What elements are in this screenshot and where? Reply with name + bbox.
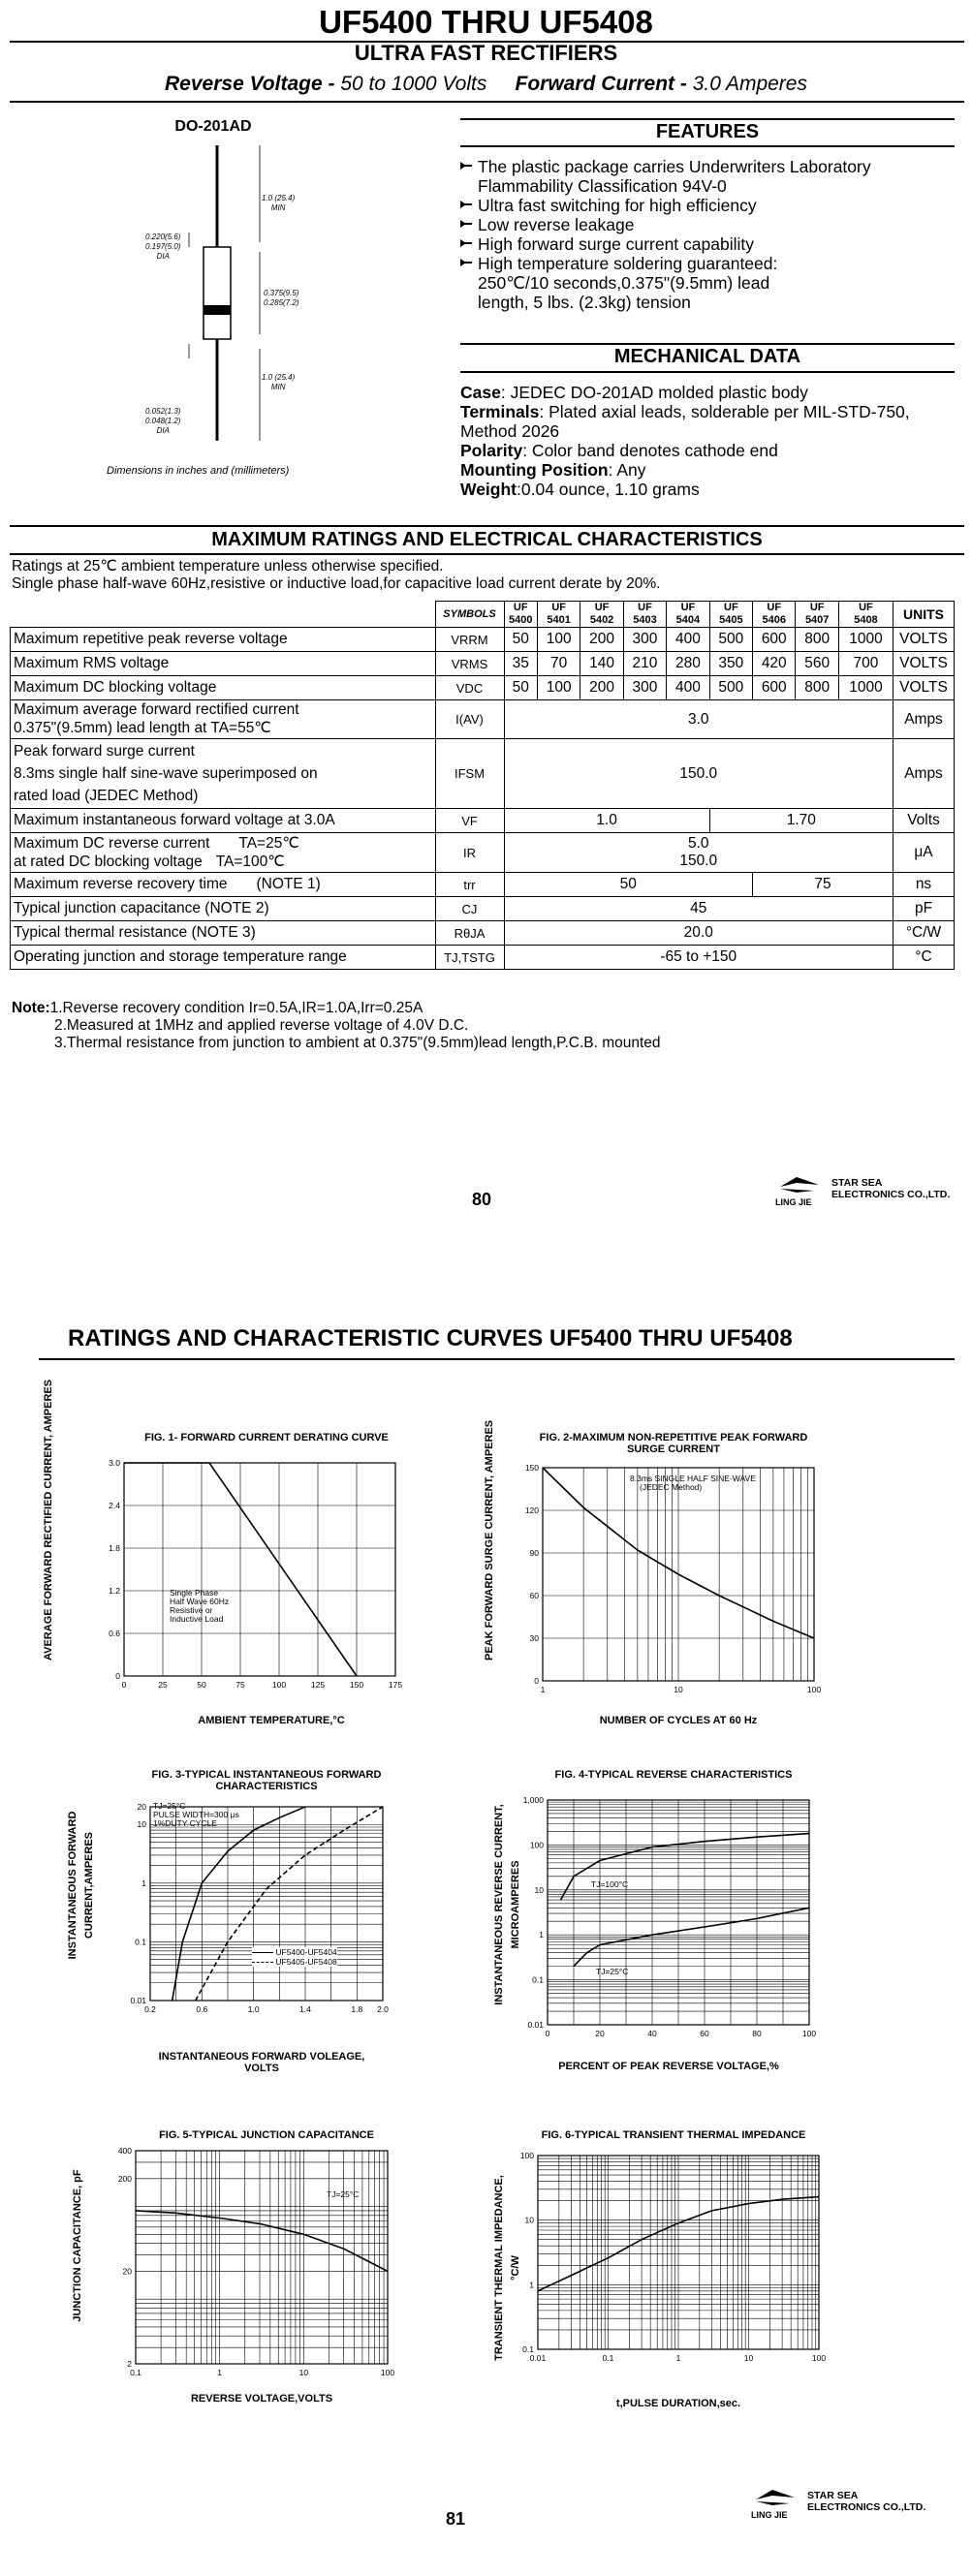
table-row [11, 700, 955, 739]
param-symbol: IR [435, 833, 504, 873]
mechanical-rule-bottom [460, 371, 955, 373]
x-tick-label: 10 [743, 2353, 754, 2363]
terminals-value: : Plated axial leads, solderable per MIL-STD-750, Method 2026 [460, 402, 910, 441]
x-tick-label: 40 [647, 2029, 657, 2038]
dim-lead-top [262, 194, 295, 213]
table-row [11, 921, 955, 946]
mechanical-data [460, 383, 964, 499]
x-tick-label: 80 [752, 2029, 762, 2038]
y-tick-label: 60 [529, 1591, 539, 1600]
table-cell: 100 [537, 676, 580, 700]
company-name: STAR SEA ELECTRONICS CO.,LTD. [807, 2490, 926, 2513]
table-row [11, 946, 955, 970]
features-rule-bottom [460, 145, 955, 147]
polarity-value: : Color band denotes cathode end [522, 441, 778, 460]
table-cell: 1.0 [504, 809, 709, 833]
x-tick-label: 0.1 [130, 2368, 141, 2377]
param-label: Maximum reverse recovery time (NOTE 1) [11, 873, 436, 897]
part-header: UF 5408 [838, 602, 893, 628]
mounting-line [460, 460, 964, 480]
dim-text: 0.052(1.3) [145, 407, 181, 416]
x-tick-label: 100 [801, 2029, 817, 2038]
dim-text: 0.197(5.0) [145, 242, 181, 251]
param-label: Maximum DC reverse current TA=25℃ at rated DC blocking voltage TA=100℃ [11, 833, 436, 873]
part-header: UF 5403 [623, 602, 666, 628]
table-row [11, 809, 955, 833]
case-line [460, 383, 964, 402]
fig3-ylabel2: CURRENT,AMPERES [83, 1832, 95, 1940]
param-unit: ns [894, 873, 955, 897]
mechanical-heading: MECHANICAL DATA [613, 346, 801, 367]
forward-current-value: 3.0 Amperes [692, 73, 807, 95]
param-label: Maximum average forward rectified current 0.375"(9.5mm) lead length at TA=55℃ [11, 700, 436, 739]
param-label: Maximum repetitive peak reverse voltage [11, 628, 436, 652]
param-label: Maximum DC blocking voltage [11, 676, 436, 700]
param-symbol: CJ [435, 897, 504, 921]
param-symbol: I(AV) [435, 700, 504, 739]
fig3-ylabel: INSTANTANEOUS FORWARD [67, 1811, 78, 1960]
y-tick-label: 30 [529, 1633, 539, 1643]
param-unit: μA [894, 833, 955, 873]
param-symbol: VRMS [435, 652, 504, 676]
x-tick-label: 20 [595, 2029, 605, 2038]
param-unit: VOLTS [894, 676, 955, 700]
y-tick-label: 0.01 [130, 1996, 146, 2005]
fig1-annotation: Single Phase Half Wave 60Hz Resistive or Inductive Load [170, 1588, 230, 1624]
fig5-title: FIG. 5-TYPICAL JUNCTION CAPACITANCE [159, 2129, 374, 2141]
table-cell: 300 [623, 676, 666, 700]
fig6-ylabel2: °C/W [510, 2255, 521, 2281]
ratings-intro [12, 558, 660, 593]
case-value: : JEDEC DO-201AD molded plastic body [500, 383, 808, 402]
terminals-label: Terminals [460, 402, 540, 421]
dim-text: 0.285(7.2) [264, 298, 299, 307]
note-item: 1.Reverse recovery condition Ir=0.5A,IR=1.0A,Irr=0.25A [49, 1000, 423, 1016]
table-row [11, 873, 955, 897]
table-row [11, 739, 955, 809]
table-cell: 200 [580, 628, 623, 652]
fig5-ylabel: JUNCTION CAPACITANCE, pF [72, 2169, 83, 2322]
dim-text: MIN [270, 383, 286, 391]
fig6-ylabel: TRANSIENT THERMAL IMPEDANCE, [493, 2175, 505, 2361]
table-cell: 5.0 150.0 [504, 833, 894, 873]
y-tick-label: 90 [529, 1548, 539, 1558]
feature-item: Low reverse leakage [460, 215, 964, 234]
fig3-chart [111, 1797, 402, 2022]
table-cell: 70 [537, 652, 580, 676]
y-tick-label: 1 [141, 1878, 146, 1888]
param-symbol: RθJA [435, 921, 504, 946]
table-cell: 20.0 [504, 921, 894, 946]
param-label: Maximum RMS voltage [11, 652, 436, 676]
polarity-line [460, 441, 964, 460]
x-tick-label: 100 [380, 2368, 395, 2377]
feature-item: High forward surge current capability [460, 234, 964, 254]
table-cell: 400 [667, 676, 709, 700]
x-tick-label: 50 [197, 1680, 206, 1690]
plot-frame [150, 1807, 383, 2001]
param-symbol: VRRM [435, 628, 504, 652]
y-tick-label: 100 [529, 1840, 544, 1850]
dimensions-caption: Dimensions in inches and (millimeters) [107, 465, 290, 477]
terminals-line [460, 402, 964, 441]
company-logo-icon [775, 1175, 824, 1195]
solder-detail: 250℃/10 seconds,0.375"(9.5mm) lead length, 5 lbs. (2.3kg) tension [478, 273, 770, 312]
y-tick-label: 20 [137, 1802, 146, 1812]
x-tick-label: 10 [298, 2368, 309, 2377]
param-label: Operating junction and storage temperature range [11, 946, 436, 970]
x-tick-label: 1 [217, 2368, 223, 2377]
fig3-annotation: TJ=25°C PULSE WIDTH=300 μs 1%DUTY CYCLE [153, 1801, 239, 1828]
param-unit: VOLTS [894, 628, 955, 652]
page-number: 81 [446, 2509, 466, 2529]
weight-value: :0.04 ounce, 1.10 grams [517, 480, 700, 499]
units-header: UNITS [894, 602, 955, 628]
y-tick-label: 1 [529, 2280, 534, 2290]
x-tick-label: 0.6 [196, 2004, 208, 2014]
x-tick-label: 75 [235, 1680, 245, 1690]
feature-item: High temperature soldering guaranteed: [460, 254, 964, 273]
table-row [11, 676, 955, 700]
table-header-row [11, 602, 955, 628]
part-header: UF 5401 [537, 602, 580, 628]
fig5-xlabel: REVERSE VOLTAGE,VOLTS [190, 2393, 333, 2405]
fig6-xlabel: t,PULSE DURATION,sec. [615, 2398, 741, 2409]
fig4-ylabel2: MICROAMPERES [510, 1860, 521, 1949]
x-tick-label: 100 [811, 2353, 827, 2363]
ratings-intro-line: Single phase half-wave 60Hz,resistive or inductive load,for capacitive load current derate by 20%. [12, 575, 661, 592]
dim-text: 0.220(5.6) [145, 233, 181, 241]
dim-text: MIN [270, 203, 286, 212]
x-tick-label: 1.4 [299, 2004, 311, 2014]
fig2-ylabel: PEAK FORWARD SURGE CURRENT, AMPERES [484, 1419, 495, 1660]
y-tick-label: 1,000 [522, 1795, 544, 1805]
y-tick-label: 100 [519, 2151, 534, 2160]
table-cell: 75 [753, 873, 894, 897]
y-tick-label: 150 [524, 1463, 539, 1473]
table-cell: 50 [504, 676, 537, 700]
fig1-chart [85, 1453, 420, 1707]
part-header: UF 5402 [580, 602, 623, 628]
company-logo [775, 1175, 951, 1207]
ratings-intro-line: Ratings at 25℃ ambient temperature unless otherwise specified. [12, 558, 444, 574]
param-unit: Amps [894, 739, 955, 809]
table-cell: 800 [796, 676, 838, 700]
ratings-heading: MAXIMUM RATINGS AND ELECTRICAL CHARACTERISTICS [211, 529, 763, 550]
fig5-annotation: TJ=25°C [327, 2189, 360, 2199]
table-cell: 210 [623, 652, 666, 676]
x-tick-label: 150 [349, 1680, 364, 1690]
table-row [11, 652, 955, 676]
note-item: 3.Thermal resistance from junction to ambient at 0.375"(9.5mm)lead length,P.C.B. mounted [54, 1035, 661, 1051]
plot-frame [124, 1463, 395, 1676]
table-cell: 150.0 [504, 739, 894, 809]
curves-rule [39, 1358, 955, 1360]
y-tick-label: 400 [117, 2146, 132, 2156]
dim-lead-bottom [262, 373, 295, 392]
table-cell: 280 [667, 652, 709, 676]
x-tick-label: 10 [674, 1685, 683, 1694]
reverse-voltage-value: 50 to 1000 Volts [340, 73, 487, 95]
weight-line [460, 480, 964, 499]
x-tick-label: 0.2 [144, 2004, 156, 2014]
param-symbol: VF [435, 809, 504, 833]
ratings-rule-bottom [10, 553, 964, 555]
table-cell: 700 [838, 652, 893, 676]
fig4-title: FIG. 4-TYPICAL REVERSE CHARACTERISTICS [554, 1769, 793, 1781]
fig3-title: FIG. 3-TYPICAL INSTANTANEOUS FORWARD CHARACTERISTICS [151, 1769, 382, 1792]
dim-body-length [264, 289, 298, 308]
param-unit: VOLTS [894, 652, 955, 676]
dim-text: 0.375(9.5) [264, 289, 299, 297]
fig6-chart [509, 2146, 838, 2378]
table-cell: 100 [537, 628, 580, 652]
x-tick-label: 25 [158, 1680, 168, 1690]
x-tick-label: 1.0 [247, 2004, 260, 2014]
feature-item: Ultra fast switching for high efficiency [460, 196, 964, 215]
y-tick-label: 0 [115, 1671, 120, 1681]
table-cell: 420 [753, 652, 796, 676]
feature-item: The plastic package carries Underwriters Laboratory Flammability Classification 94V-0 [460, 157, 964, 196]
table-cell: 350 [709, 652, 752, 676]
fig2-annotation: 8.3ms SINGLE HALF SINE-WAVE (JEDEC Method) [630, 1474, 756, 1492]
mounting-label: Mounting Position [460, 460, 609, 480]
page-number: 80 [472, 1190, 492, 1209]
dim-text: DIA [156, 252, 170, 261]
forward-current-label: Forward Current - [515, 73, 687, 95]
y-tick-label: 200 [117, 2173, 132, 2184]
x-tick-label: 0.01 [529, 2353, 547, 2363]
dim-lead-dia [145, 407, 180, 436]
table-cell: 1000 [838, 676, 893, 700]
table-cell: 45 [504, 897, 894, 921]
fig1-xlabel: AMBIENT TEMPERATURE,°C [198, 1715, 345, 1726]
fig2-chart [514, 1458, 833, 1705]
table-cell: 1.70 [709, 809, 893, 833]
part-header: UF 5400 [504, 602, 537, 628]
y-tick-label: 10 [137, 1819, 146, 1830]
table-row [11, 833, 955, 873]
param-unit: °C/W [894, 921, 955, 946]
fig1-title: FIG. 1- FORWARD CURRENT DERATING CURVE [144, 1432, 389, 1443]
fig4-xlabel: PERCENT OF PEAK REVERSE VOLTAGE,% [558, 2061, 779, 2072]
company-mark: LING JIE [751, 2510, 788, 2520]
y-tick-label: 0.6 [109, 1629, 120, 1638]
fig4-chart [509, 1790, 824, 2057]
table-cell: 400 [667, 628, 709, 652]
weight-label: Weight [460, 480, 517, 499]
rating-summary [0, 72, 972, 97]
fig2-xlabel: NUMBER OF CYCLES AT 60 Hz [599, 1715, 758, 1726]
dim-text: 1.0 (25.4) [262, 194, 296, 202]
ratings-table [10, 601, 955, 970]
table-cell: 50 [504, 628, 537, 652]
table-cell: 200 [580, 676, 623, 700]
header-blank [11, 602, 436, 628]
header-rule [10, 101, 964, 103]
table-cell: 50 [504, 873, 753, 897]
x-tick-label: 0 [545, 2029, 550, 2038]
param-unit: °C [894, 946, 955, 970]
param-symbol: VDC [435, 676, 504, 700]
y-tick-label: 1.2 [109, 1586, 120, 1596]
param-label: Maximum instantaneous forward voltage at 3.0A [11, 809, 436, 833]
table-cell: 500 [709, 628, 752, 652]
param-unit: pF [894, 897, 955, 921]
y-tick-label: 0.1 [135, 1937, 146, 1947]
table-cell: 600 [753, 628, 796, 652]
x-tick-label: 1.8 [351, 2004, 363, 2014]
fig3-legend: UF5400-UF5404 UF5405-UF5408 [252, 1947, 337, 1967]
mounting-value: : Any [608, 460, 646, 480]
series-line [196, 1807, 383, 2001]
note-item: 2.Measured at 1MHz and applied reverse voltage of 4.0V D.C. [54, 1017, 469, 1034]
company-name: STAR SEA ELECTRONICS CO.,LTD. [831, 1177, 951, 1200]
fig5-chart [107, 2141, 407, 2395]
part-header: UF 5404 [667, 602, 709, 628]
x-tick-label: 100 [806, 1685, 822, 1694]
symbols-header: SYMBOLS [435, 602, 504, 628]
fig6-title: FIG. 6-TYPICAL TRANSIENT THERMAL IMPEDANCE [541, 2129, 806, 2141]
company-logo [751, 2488, 926, 2520]
y-tick-label: 3.0 [109, 1458, 120, 1468]
table-row [11, 628, 955, 652]
table-cell: 1000 [838, 628, 893, 652]
y-tick-label: 0 [534, 1676, 539, 1686]
dim-body-dia [145, 233, 180, 262]
y-tick-label: 10 [524, 2215, 534, 2225]
y-tick-label: 0.1 [522, 2344, 534, 2354]
table-cell: 3.0 [504, 700, 894, 739]
company-mark: LING JIE [775, 1197, 812, 1207]
dim-text: 1.0 (25.4) [262, 373, 296, 382]
param-label: Typical thermal resistance (NOTE 3) [11, 921, 436, 946]
table-cell: 300 [623, 628, 666, 652]
notes-block [12, 1000, 661, 1052]
plot-frame [136, 2151, 388, 2364]
table-cell: 35 [504, 652, 537, 676]
company-logo-icon [751, 2488, 800, 2507]
table-cell: 800 [796, 628, 838, 652]
part-header: UF 5406 [753, 602, 796, 628]
x-tick-label: 125 [310, 1680, 326, 1690]
ratings-rule-top [10, 525, 964, 527]
x-tick-label: 175 [388, 1680, 403, 1690]
fig3-xlabel: INSTANTANEOUS FORWARD VOLEAGE, VOLTS [158, 2051, 365, 2074]
table-cell: 500 [709, 676, 752, 700]
table-row [11, 897, 955, 921]
param-unit: Volts [894, 809, 955, 833]
param-symbol: IFSM [435, 739, 504, 809]
fig4-annot-100: TJ=100°C [591, 1879, 629, 1889]
dim-text: DIA [156, 426, 170, 435]
package-name: DO-201AD [174, 118, 252, 135]
y-tick-label: 10 [534, 1884, 544, 1895]
fig2-title: FIG. 2-MAXIMUM NON-REPETITIVE PEAK FORWARD SURGE CURRENT [539, 1432, 808, 1455]
part-header: UF 5407 [796, 602, 838, 628]
case-label: Case [460, 383, 501, 402]
features-heading: FEATURES [655, 121, 760, 142]
dim-text: 0.048(1.2) [145, 417, 181, 425]
series-line [172, 1807, 305, 2001]
features-list [460, 157, 964, 312]
table-cell: 560 [796, 652, 838, 676]
fig4-annot-25: TJ=25°C [596, 1967, 629, 1976]
param-symbol: TJ,TSTG [435, 946, 504, 970]
fig1-ylabel: AVERAGE FORWARD RECTIFIED CURRENT, AMPERES [43, 1379, 54, 1660]
param-unit: Amps [894, 700, 955, 739]
param-label: Typical junction capacitance (NOTE 2) [11, 897, 436, 921]
y-tick-label: 1.8 [109, 1543, 120, 1553]
y-tick-label: 0.01 [527, 2020, 544, 2030]
notes-label: Note: [12, 1000, 50, 1016]
x-tick-label: 1 [540, 1685, 546, 1694]
param-label: Peak forward surge current 8.3ms single half sine-wave superimposed on rated load (JEDEC Method) [11, 739, 436, 809]
x-tick-label: 2.0 [377, 2004, 389, 2014]
table-cell: 140 [580, 652, 623, 676]
y-tick-label: 1 [539, 1930, 544, 1940]
document-title: UF5400 THRU UF5408 [319, 4, 653, 40]
y-tick-label: 20 [122, 2266, 132, 2277]
x-tick-label: 0.1 [602, 2353, 614, 2363]
y-tick-label: 2.4 [109, 1501, 120, 1510]
x-tick-label: 0 [121, 1680, 127, 1690]
x-tick-label: 60 [700, 2029, 709, 2038]
polarity-label: Polarity [460, 441, 523, 460]
curves-heading: RATINGS AND CHARACTERISTIC CURVES UF5400 THRU UF5408 [68, 1325, 793, 1351]
y-tick-label: 0.1 [532, 1974, 544, 1985]
table-cell: -65 to +150 [504, 946, 894, 970]
table-cell: 600 [753, 676, 796, 700]
part-header: UF 5405 [709, 602, 752, 628]
reverse-voltage-label: Reverse Voltage - [165, 73, 335, 95]
x-tick-label: 100 [271, 1680, 287, 1690]
x-tick-label: 1 [675, 2353, 681, 2363]
y-tick-label: 120 [524, 1505, 539, 1515]
series-line [136, 2211, 388, 2272]
document-subtitle: ULTRA FAST RECTIFIERS [354, 41, 618, 65]
y-tick-label: 2 [127, 2359, 132, 2369]
param-symbol: trr [435, 873, 504, 897]
fig4-ylabel: INSTANTANEOUS REVERSE CURRENT, [493, 1804, 505, 2005]
